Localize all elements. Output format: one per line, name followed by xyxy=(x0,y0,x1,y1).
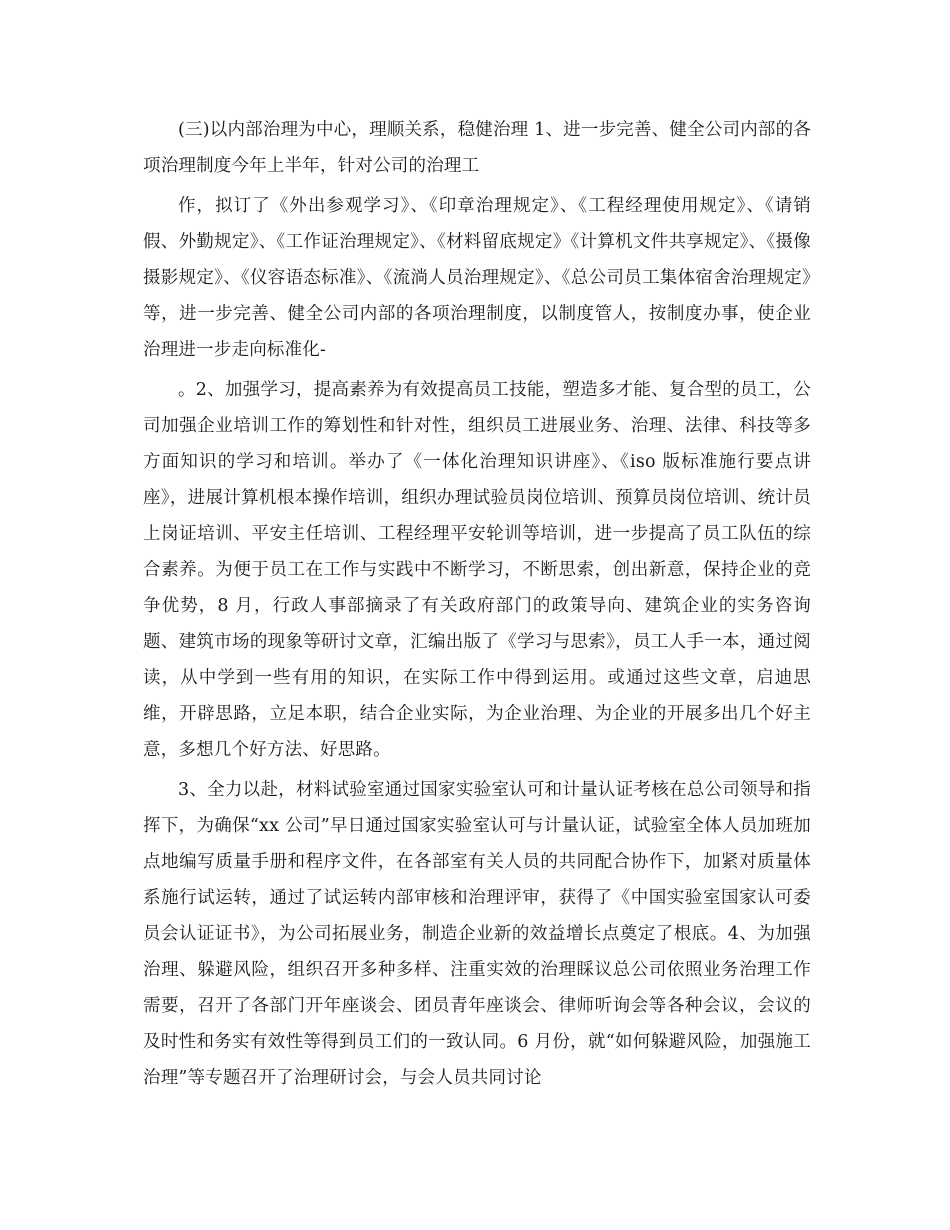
paragraph-3: 。2、加强学习，提高素养为有效提高员工技能，塑造多才能、复合型的员工，公司加强企业培训工作的筹划性和针对性，组织员工进展业务、治理、法律、科技等多方面知识的学习和培训。举办了《一体化治理知识讲座》、《iso 版标准施行要点讲座》，进展计算机根本操作培训，组织办理试验员岗位培训、预算员岗位培训、统计员上岗证培训、平安主任培训、工程经理平安轮训等培训，进一步提高了员工队伍的综合素养。为便于员工在工作与实践中不断学习，不断思索，创出新意，保持企业的竞争优势，8 月，行政人事部摘录了有关政府部门的政策导向、建筑企业的实务咨询题、建筑市场的现象等研讨文章，汇编出版了《学习与思索》，员工人手一本，通过阅读，从中学到一些有用的知识，在实际工作中得到运用。或通过这些文章，启迪思维，开辟思路，立足本职，结合企业实际，为企业治理、为企业的开展多出几个好主意，多想几个好方法、好思路。 xyxy=(143,380,811,760)
paragraph-1: (三)以内部治理为中心，理顺关系，稳健治理 1、进一步完善、健全公司内部的各项治理制度今年上半年，针对公司的治理工 xyxy=(143,120,811,176)
paragraph-2: 作，拟订了《外出参观学习》、《印章治理规定》、《工程经理使用规定》、《请销假、外勤规定》、《工作证治理规定》、《材料留底规定》《计算机文件共享规定》、《摄像摄影规定》、《仪容语态标准》、《流淌人员治理规定》、《总公司员工集体宿舍治理规定》等，进一步完善、健全公司内部的各项治理制度，以制度管人，按制度办事，使企业治理进一步走向标准化- xyxy=(143,196,811,360)
document-body xyxy=(143,112,811,1096)
paragraph-4: 3、全力以赴，材料试验室通过国家实验室认可和计量认证考核在总公司领导和指挥下，为确保“xx 公司”早日通过国家实验室认可与计量认证，试验室全体人员加班加点地编写质量手册和程序文件，在各部室有关人员的共同配合协作下，加紧对质量体系施行试运转，通过了试运转内部审核和治理评审，获得了《中国实验室国家认可委员会认证证书》，为公司拓展业务，制造企业新的效益增长点奠定了根底。4、为加强治理、躲避风险，组织召开多种多样、注重实效的治理睬议总公司依照业务治理工作需要，召开了各部门开年座谈会、团员青年座谈会、律师听询会等各种会议，会议的及时性和务实有效性等得到员工们的一致认同。6 月份，就“如何躲避风险，加强施工治理”等专题召开了治理研讨会，与会人员共同讨论 xyxy=(143,780,811,1088)
